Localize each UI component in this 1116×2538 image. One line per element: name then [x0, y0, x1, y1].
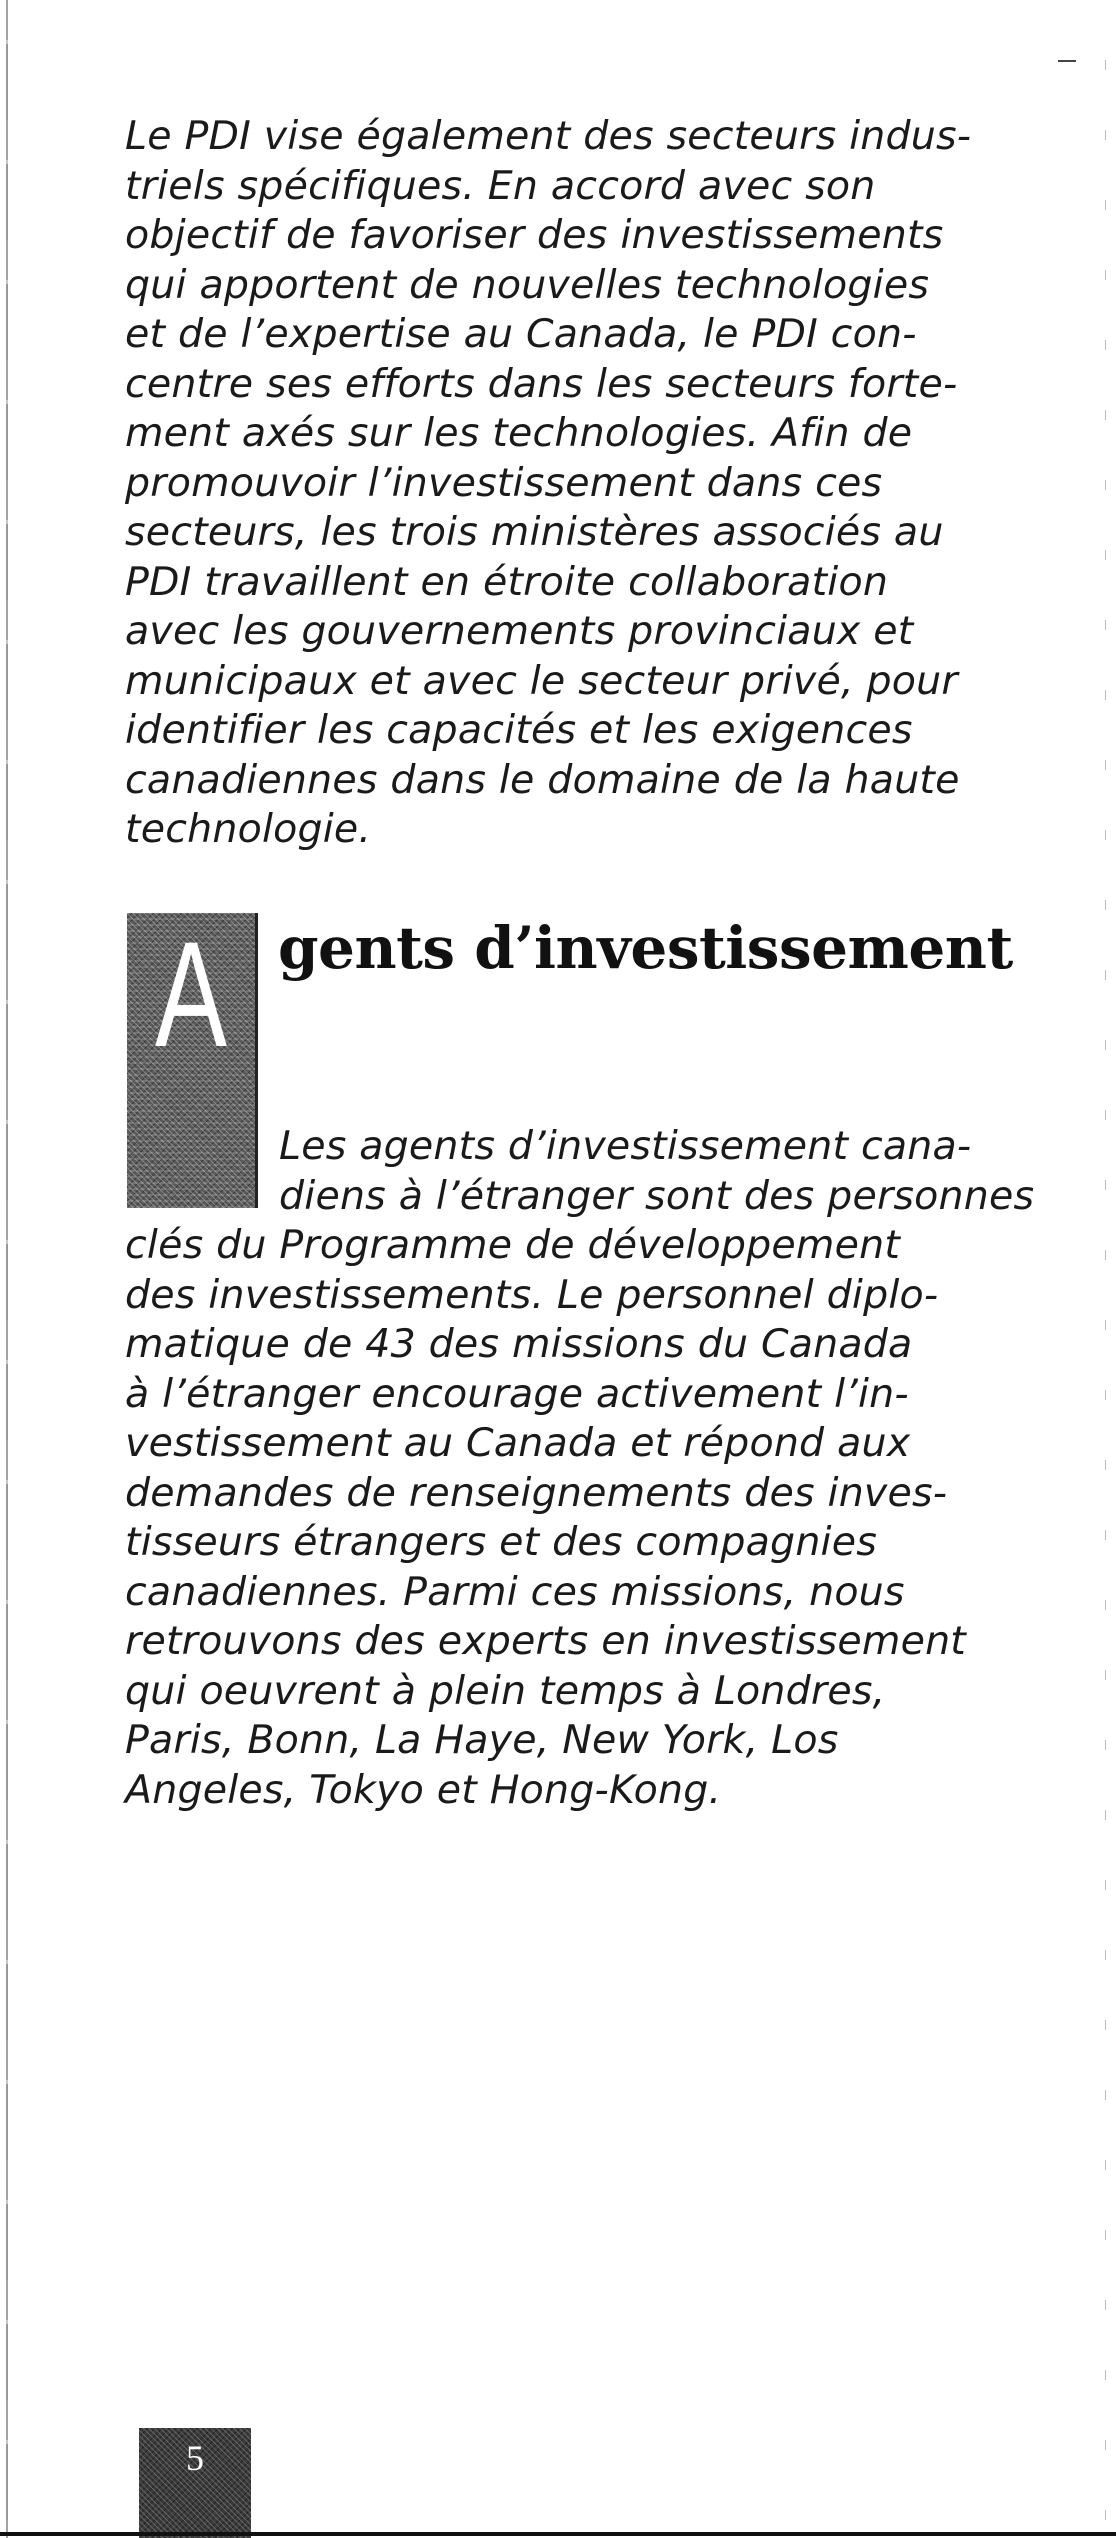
intro-line: objectif de favoriser des investissements: [125, 212, 944, 258]
agents-line: vestissement au Canada et répond aux: [125, 1420, 911, 1466]
agents-paragraph: [125, 1122, 1034, 1815]
intro-line: identifier les capacités et les exigences: [125, 707, 913, 753]
scan-edge-right: [1105, 0, 1106, 2538]
agents-line: clés du Programme de développement: [125, 1222, 901, 1268]
dropcap-letter: A: [154, 910, 228, 1078]
agents-line: Angeles, Tokyo et Hong-Kong.: [125, 1766, 722, 1813]
agents-line: tisseurs étrangers et des compagnies: [125, 1519, 878, 1565]
agents-line: retrouvons des experts en investissement: [125, 1618, 966, 1664]
intro-line: qui apportent de nouvelles technologies: [125, 261, 930, 308]
section-heading: gents d’investissement: [278, 914, 1013, 982]
bottom-rule: [0, 2532, 1116, 2536]
agents-line: des investissements. Le personnel diplo-: [125, 1271, 939, 1318]
intro-line: ment axés sur les technologies. Afin de: [125, 410, 913, 456]
intro-line: technologie.: [125, 806, 372, 852]
agents-line: Les agents d’investissement cana-: [279, 1123, 972, 1169]
agents-line: qui oeuvrent à plein temps à Londres,: [125, 1667, 886, 1714]
agents-line: canadiennes. Parmi ces missions, nous: [125, 1568, 905, 1615]
intro-line: PDI travaillent en étroite collaboration: [125, 558, 889, 605]
agents-line: diens à l’étranger sont des personnes: [279, 1172, 1035, 1219]
intro-line: triels spécifiques. En accord avec son: [125, 162, 876, 209]
agents-line: matique de 43 des missions du Canada: [125, 1321, 913, 1367]
intro-line: avec les gouvernements provinciaux et: [125, 608, 914, 654]
agents-line: demandes de renseignements des inves-: [125, 1469, 948, 1516]
intro-line: promouvoir l’investissement dans ces: [125, 459, 883, 506]
page-number: 5: [186, 2438, 204, 2478]
agents-line: Paris, Bonn, La Haye, New York, Los: [125, 1717, 839, 1763]
intro-line: canadiennes dans le domaine de la haute: [125, 756, 960, 803]
intro-line: Le PDI vise également des secteurs indus-: [125, 113, 972, 159]
agents-line: à l’étranger encourage activement l’in-: [125, 1370, 909, 1417]
intro-line: centre ses efforts dans les secteurs forte-: [125, 360, 958, 407]
scan-mark: [1058, 60, 1076, 62]
scan-edge-left: [6, 0, 8, 2538]
intro-paragraph: [125, 112, 971, 855]
intro-line: municipaux et avec le secteur privé, pour: [125, 657, 958, 704]
intro-line: secteurs, les trois ministères associés au: [125, 509, 944, 555]
page-number-badge: [139, 2428, 251, 2538]
intro-line: et de l’expertise au Canada, le PDI con-: [125, 311, 917, 357]
